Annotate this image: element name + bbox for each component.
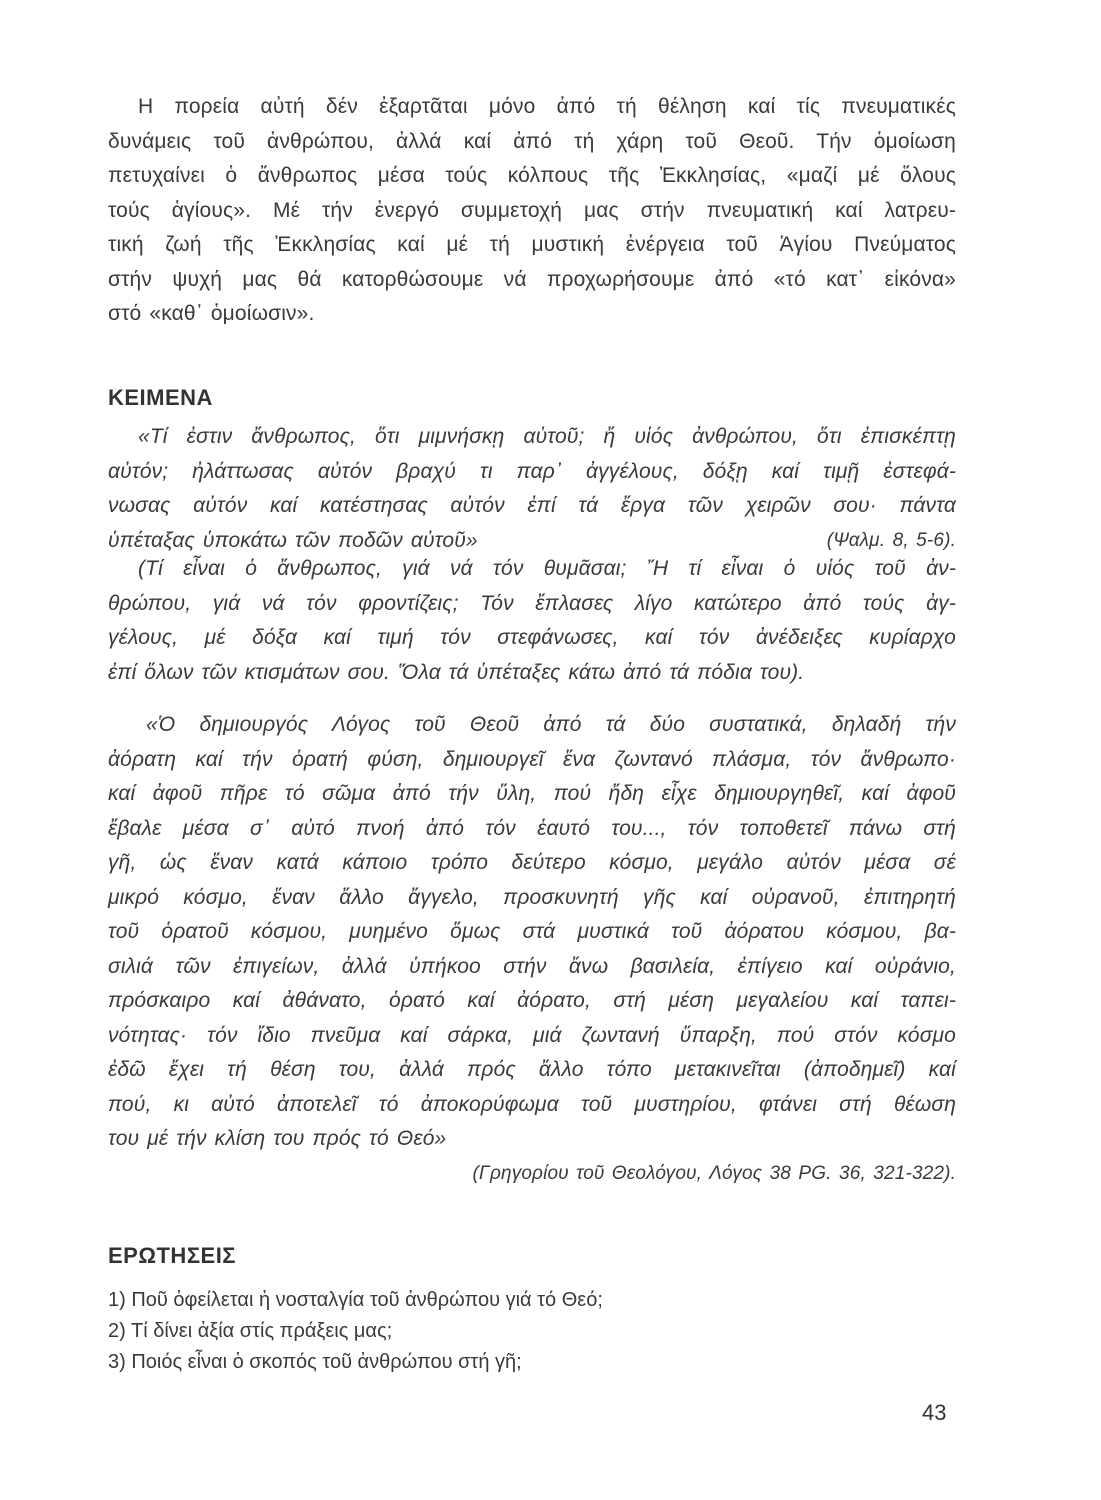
quote-line: ἀόρατη καί τήν ὁρατή φύση, δημιουργεῖ ἕνα ζωντανό πλάσμα, τόν ἄνθρωπο· (108, 747, 956, 771)
psalm-quote (108, 420, 956, 558)
gregory-citation: (Γρηγορίου τοῦ Θεολόγου, Λόγος 38 PG. 36, 321-322). (472, 1162, 956, 1184)
translation-line: (Τί εἶναι ὁ ἄνθρωπος, γιά νά τόν θυμᾶσαι; Ἤ τί εἶναι ὁ υἱός τοῦ ἀν- (138, 557, 956, 580)
quote-line: τοῦ ὁρατοῦ κόσμου, μυημένο ὅμως στά μυστικά τοῦ ἀόρατου κόσμου, βα- (108, 920, 956, 943)
question-item: 3) Ποιός εἶναι ὁ σκοπός τοῦ ἀνθρώπου στή γῆ; (108, 1351, 522, 1373)
intro-line: Η πορεία αὐτή δέν ἐξαρτᾶται μόνο ἀπό τή θέληση καί τίς πνευματικές (138, 95, 956, 118)
quote-line: του μέ τήν κλίση του πρός τό Θεό» (108, 1127, 447, 1150)
intro-paragraph (108, 90, 956, 332)
quote-line: πού, κι αὐτό ἀποτελεῖ τό ἀποκορύφωμα τοῦ μυστηρίου, φτάνει στή θέωση (108, 1092, 956, 1116)
question-item: 2) Τί δίνει ἀξία στίς πράξεις μας; (108, 1320, 393, 1342)
intro-line: πετυχαίνει ὁ ἄνθρωπος μέσα τούς κόλπους τῆς Ἐκκλησίας, «μαζί μέ ὅλους (108, 164, 956, 187)
translation-line: γέλους, μέ δόξα καί τιμή τόν στεφάνωσες, καί τόν ἀνέδειξες κυρίαρχο (108, 626, 956, 649)
section-heading-questions: ΕΡΩΤΗΣΕΙΣ (108, 1243, 237, 1268)
section-heading-keimena: ΚΕΙΜΕΝΑ (108, 385, 213, 410)
page-number: 43 (922, 1400, 947, 1425)
quote-line: «Τί ἐστιν ἄνθρωπος, ὅτι μιμνήσκῃ αὐτοῦ; ἤ υἱός ἀνθρώπου, ὅτι ἐπισκέπτῃ (138, 425, 956, 448)
quote-line: ἐδῶ ἔχει τή θέση του, ἀλλά πρός ἄλλο τόπο μετακινεῖται (ἀποδημεῖ) καί (108, 1058, 956, 1081)
quote-line: καί ἀφοῦ πῆρε τό σῶμα ἀπό τήν ὕλη, πού ἤδη εἶχε δημιουργηθεῖ, καί ἀφοῦ (108, 782, 956, 805)
intro-line: δυνάμεις τοῦ ἀνθρώπου, ἀλλά καί ἀπό τή χάρη τοῦ Θεοῦ. Τήν ὁμοίωση (108, 129, 956, 153)
quote-line: σιλιά τῶν ἐπιγείων, ἀλλά ὑπήκοο στήν ἄνω βασιλεία, ἐπίγειο καί οὐράνιο, (108, 954, 956, 978)
quote-line: μικρό κόσμο, ἕναν ἄλλο ἄγγελο, προσκυνητή γῆς καί οὐρανοῦ, ἐπιτηρητή (108, 885, 956, 909)
intro-line: στήν ψυχή μας θά κατορθώσουμε νά προχωρήσουμε ἀπό «τό κατ᾽ εἰκόνα» (108, 267, 956, 291)
question-item: 1) Ποῦ ὀφείλεται ἡ νοσταλγία τοῦ ἀνθρώπου γιά τό Θεό; (108, 1289, 603, 1311)
quote-line: ὑπέταξας ὑποκάτω τῶν ποδῶν αὐτοῦ» (108, 528, 478, 552)
psalm-translation (108, 552, 956, 690)
intro-line: τούς ἁγίους». Μέ τήν ἐνεργό συμμετοχή μας στήν πνευματική καί λατρευ- (108, 198, 956, 222)
quote-line: γῆ, ὡς ἕναν κατά κάποιο τρόπο δεύτερο κόσμο, μεγάλο αὐτόν μέσα σέ (108, 851, 956, 874)
quote-line: αὐτόν; ἠλάττωσας αὐτόν βραχύ τι παρ᾽ ἀγγέλους, δόξῃ καί τιμῇ ἐστεφά- (108, 459, 956, 483)
quote-line: νότητας· τόν ἴδιο πνεῦμα καί σάρκα, μιά ζωντανή ὕπαρξη, πού στόν κόσμο (108, 1023, 956, 1047)
translation-line: θρώπου, γιά νά τόν φροντίζεις; Τόν ἔπλασες λίγο κατώτερο ἀπό τούς ἀγ- (108, 591, 956, 615)
gregory-quote (108, 708, 956, 1191)
translation-line: ἐπί ὅλων τῶν κτισμάτων σου. Ὅλα τά ὑπέταξες κάτω ἀπό τά πόδια του). (108, 660, 805, 684)
quote-line: πρόσκαιρο καί ἀθάνατο, ὁρατό καί ἀόρατο, στή μέση μεγαλείου καί ταπει- (108, 989, 956, 1012)
quote-line: ἔβαλε μέσα σ᾽ αὐτό πνοή ἀπό τόν ἑαυτό του..., τόν τοποθετεῖ πάνω στή (108, 816, 956, 840)
intro-line: τική ζωή τῆς Ἐκκλησίας καί μέ τή μυστική ἐνέργεια τοῦ Ἁγίου Πνεύματος (108, 233, 956, 256)
intro-line: στό «καθ᾽ ὁμοίωσιν». (108, 302, 315, 325)
quote-line: «Ὁ δημιουργός Λόγος τοῦ Θεοῦ ἀπό τά δύο συστατικά, δηλαδή τήν (146, 713, 956, 736)
quote-line: νωσας αὐτόν καί κατέστησας αὐτόν ἐπί τά ἔργα τῶν χειρῶν σου· πάντα (108, 494, 956, 517)
questions-list (108, 1285, 956, 1378)
psalm-citation: (Ψαλμ. 8, 5-6). (826, 529, 956, 551)
